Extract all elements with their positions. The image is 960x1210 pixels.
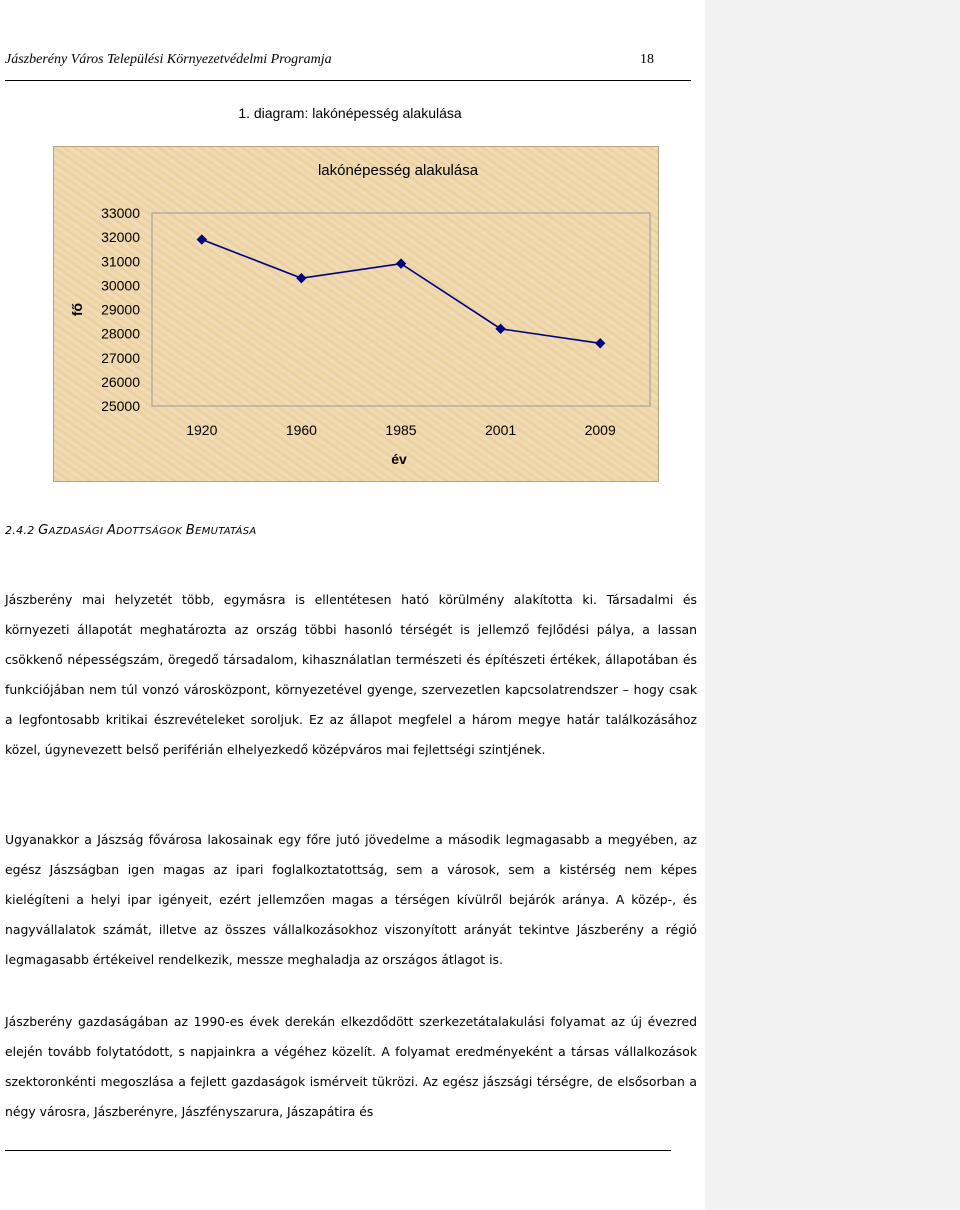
data-point <box>596 339 605 348</box>
data-point <box>496 324 505 333</box>
x-tick-label: 2001 <box>485 422 517 438</box>
x-tick-label: 1985 <box>385 422 417 438</box>
paragraph-3: Jászberény gazdaságában az 1990-es évek derekán elkezdődött szerkezetátalakulási folyamat az új évezred elején tovább folytatódott, s napjainkra a végéhez közelít. A folyamat eredményeként a társas vállalkozások szektoronkénti megoszlása a fejlett gazdaságok ismérveit tükrözi. Az egész jászsági térségre, de elsősorban a négy városra, Jászberényre, Jászfényszarura, Jászapátira és <box>5 1014 697 1119</box>
section-number: 2.4.2 <box>5 524 35 537</box>
series-line <box>202 240 600 344</box>
figure-caption: 1. diagram: lakónépesség alakulása <box>238 105 462 121</box>
population-chart-svg <box>54 147 660 483</box>
page-header <box>5 50 691 81</box>
data-point <box>397 259 406 268</box>
section-heading <box>5 523 257 538</box>
y-tick-label: 33000 <box>101 205 140 221</box>
page-number: 18 <box>640 52 654 67</box>
paragraph-1: Jászberény mai helyzetét több, egymásra is ellentétesen ható körülmény alakította ki. Társadalmi és környezeti állapotát meghatározta az ország többi hasonló térségét is jellemző fejlődési pálya, a lassan csökkenő népességszám, öregedő társadalom, kihasználatlan természeti és építészeti értékek, állapotában és funkciójában nem túl vonzó városközpont, környezetével gyenge, szervezetlen kapcsolatrendszer – hogy csak a legfontosabb kritikai észrevételeket soroljuk. Ez az állapot megfelel a három megye határ találkozásához közel, úgynevezett belső periférián elhelyezkedő középváros mai fejlettségi szintjének. <box>5 592 697 757</box>
paragraph-2: Ugyanakkor a Jászság fővárosa lakosainak egy főre jutó jövedelme a második legmagasabb a megyében, az egész Jászságban igen magas az ipari foglalkoztatottság, sem a városok, sem a kistérség nem képes kielégíteni a helyi ipar igényeit, ezért jellemzően magas a térségen kívülről bejárók aránya. A közép-, és nagyvállalatok számát, illetve az összes vállalkozásokhoz viszonyított arányát tekintve Jászberény a régió legmagasabb értékeivel rendelkezik, messze meghaladja az országos átlagot is. <box>5 832 697 967</box>
y-tick-label: 28000 <box>101 325 140 342</box>
chart-title: lakónépesség alakulása <box>317 162 479 179</box>
data-point <box>197 235 206 244</box>
y-tick-label: 26000 <box>101 373 140 390</box>
y-tick-label: 27000 <box>101 349 140 366</box>
population-chart <box>53 146 659 482</box>
x-axis-label: év <box>391 451 407 467</box>
section-title: GAZDASÁGI ADOTTSÁGOK BEMUTATÁSA <box>38 523 257 538</box>
header-title: Jászberény Város Települési Környezetvédelmi Programja <box>5 52 332 67</box>
footer-rule <box>5 1150 671 1151</box>
data-point <box>297 274 306 283</box>
y-axis-label: fő <box>69 302 85 317</box>
x-tick-label: 1960 <box>285 422 317 438</box>
y-tick-label: 31000 <box>101 253 140 270</box>
x-tick-label: 1920 <box>186 422 218 438</box>
y-tick-label: 25000 <box>101 398 140 414</box>
plot-area-frame <box>152 213 650 406</box>
document-margin-panel <box>705 0 960 1210</box>
y-tick-label: 29000 <box>101 301 140 318</box>
y-tick-label: 32000 <box>101 229 140 246</box>
y-tick-label: 30000 <box>101 277 140 294</box>
x-tick-label: 2009 <box>584 422 616 438</box>
